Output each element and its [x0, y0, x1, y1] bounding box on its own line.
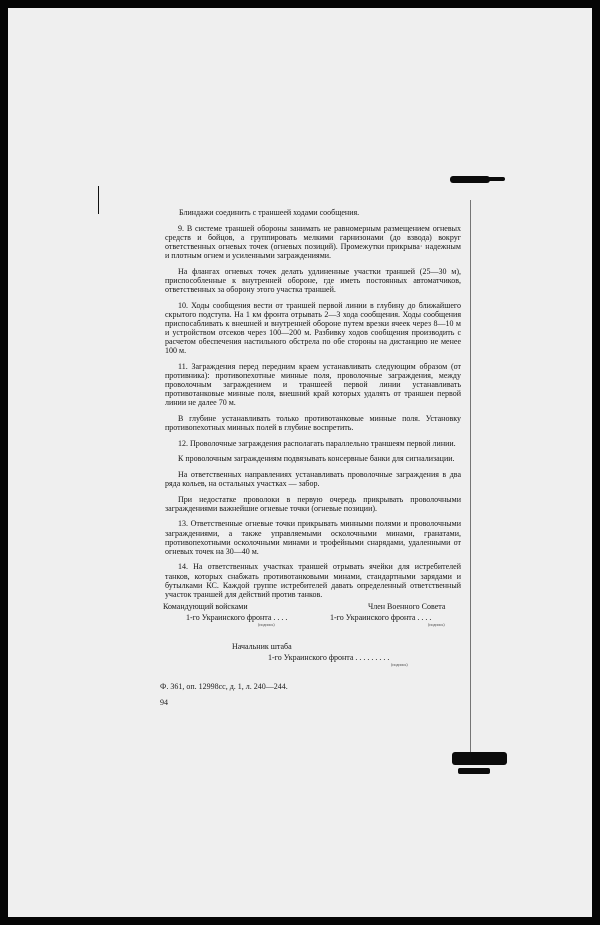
paragraph-7: 12. Проволочные заграждения располагать параллельно траншеям первой линии.	[178, 438, 456, 448]
page-number: 94	[160, 698, 168, 707]
archive-reference: Ф. 361, оп. 12998сс, д. 1, л. 240—244.	[160, 682, 288, 691]
signature-left-title: Командующий войсками	[163, 602, 248, 611]
signature-center-caption: (подпись)	[391, 662, 408, 667]
document-body	[165, 208, 461, 605]
scan-line-left	[98, 186, 99, 214]
paragraph-6: В глубине устанавливать только противотанковые минные поля. Установку противопехотных минных полей в глубине воспретить.	[165, 413, 461, 432]
signature-left-front: 1-го Украинского фронта . . . .	[186, 613, 288, 622]
signature-right-front: 1-го Украинского фронта . . . .	[330, 613, 432, 622]
paragraph-9: На ответственных направлениях устанавливать проволочные заграждения в два ряда кольев, на остальных участках — забор.	[165, 469, 461, 488]
signature-right-caption: (подпись)	[428, 622, 445, 627]
scan-mark-bottom-right-2	[458, 768, 490, 774]
paragraph-12: 14. На ответственных участках траншей отрывать ячейки для истребителей танков, которых снабжать противотанковыми минами, стандартными зарядами и бутылками КС. Каждой группе истребителей давать определенный ответственный участок траншей для действий против танков.	[165, 562, 461, 599]
paragraph-11: 13. Ответственные огневые точки прикрывать минными полями и проволочными заграждениями, а также управляемыми осколочными минами, гранатами, противопехотными осколочными минами и трофейными снарядами, удаленными от огневых точек на 30—40 м.	[165, 519, 461, 556]
signature-right-title: Член Военного Совета	[368, 602, 446, 611]
scan-mark-top-right	[450, 176, 490, 183]
scan-mark-bottom-right	[452, 752, 507, 765]
signature-left-caption: (подпись)	[258, 622, 275, 627]
paragraph-8: К проволочным заграждениям подвязывать консервные банки для сигнализации.	[178, 454, 455, 464]
paragraph-2: 9. В системе траншей обороны занимать не равномерным размещением огневых средств и бойцов, а группировать мелкими гарнизонами (до взвода) вокруг ответственных огневых точек (огневых позиций). Промежутки прикрыва· надежным и плотным огнем и усиленными заграждениями.	[165, 223, 461, 260]
signature-center-front: 1-го Украинского фронта . . . . . . . . .	[268, 653, 390, 662]
paragraph-3: На флангах огневых точек делать удлиненные участки траншей (25—30 м), приспособленные к внутренней обороне, где иметь постоянных автоматчиков, ответственных за оборону этого участка траншей.	[165, 266, 461, 294]
scan-mark-top-right-2	[487, 177, 505, 181]
paragraph-10: При недостатке проволоки в первую очередь прикрывать проволочными заграждениями важнейшие огневые точки (огневые позиции).	[165, 494, 461, 513]
paragraph-4: 10. Ходы сообщения вести от траншей первой линии в глубину до ближайшего скрытого подступа. На 1 км фронта отрывать 2—3 хода сообщения. Ходы сообщения приспосабливать к внешней и внутренней обороне путем врезки ячеек через 8—10 м и устройством отсеков через 100—200 м. Разбивку ходов сообщения производить с расчетом обеспечения настильного обстрела по обе стороны на дистанцию не менее 100 м.	[165, 300, 461, 355]
paragraph-1: Блиндажи соединить с траншеей ходами сообщения.	[179, 208, 360, 217]
paragraph-5: 11. Заграждения перед передним краем устанавливать следующим образом (от противника): противопехотные минные поля, проволочные заграждения, между проволочным заграждением и траншеей первой линии устанавливать противотанковые минные поля, внешний край которых удалять от траншеи первой линии не далее 70 м.	[165, 361, 461, 408]
signature-center-title: Начальник штаба	[232, 642, 292, 651]
scan-line-right	[470, 200, 471, 760]
